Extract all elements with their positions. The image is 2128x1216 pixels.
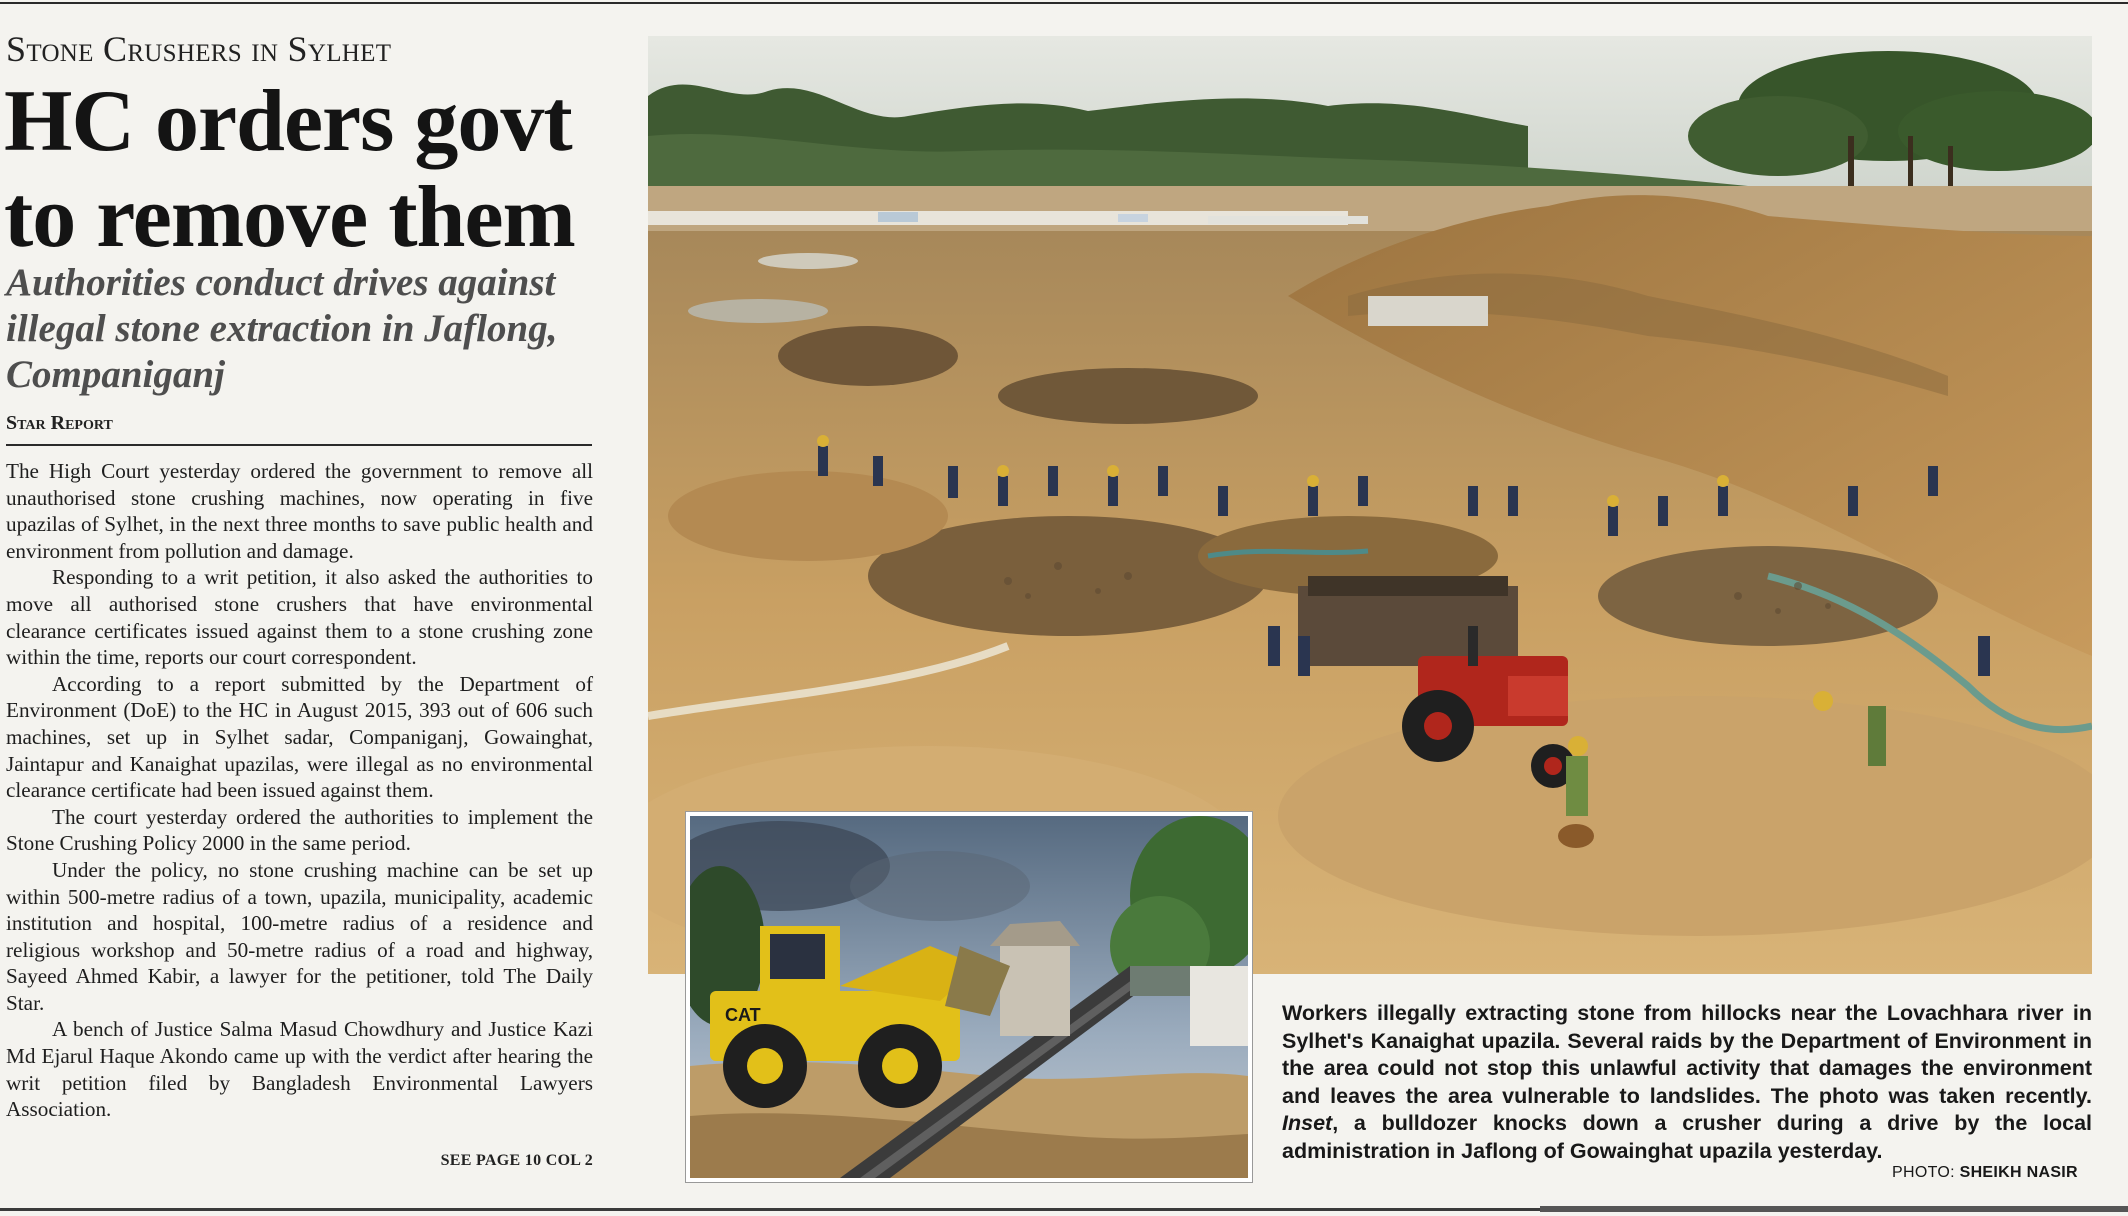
top-rule <box>0 2 2128 4</box>
inset-photo <box>686 812 1252 1182</box>
byline-rule <box>6 444 592 446</box>
photo-credit-label: PHOTO: <box>1892 1164 1955 1181</box>
photo-credit <box>1892 1164 2078 1182</box>
article-paragraph: The High Court yesterday ordered the government to remove all unauthorised stone crushing machines, now operating in five upazilas of Sylhet, in the next three months to save public health and environment from pollution and damage. <box>6 459 593 563</box>
article-paragraph: Responding to a writ petition, it also asked the authorities to move all authorised stone crushers that have environmental clearance certificates issued against them to a stone crushing zone within the time, reports our court correspondent. <box>6 565 593 670</box>
article-paragraph: Under the policy, no stone crushing machine can be set up within 500-metre radius of a town, upazila, municipality, academic institution and hospital, 100-metre radius of a residence and religious workshop and 50-metre radius of a road and highway, Sayeed Ahmed Kabir, a lawyer for the petitioner, told The Daily Star. <box>6 857 593 1015</box>
article-headline: HC orders govt to remove them <box>4 73 575 266</box>
bulldozer-brand: CAT <box>725 1005 761 1025</box>
jump-line: SEE PAGE 10 COL 2 <box>440 1152 593 1169</box>
bulldozer-scene <box>690 816 1248 1178</box>
caption-main: Workers illegally extracting stone from hillocks near the Lovachhara river in Sylhet's Kanaighat upazila. Several raids by the Department of Environment in the area could not stop this unlawful activity that damages the environment and leaves the area vulnerable to landslides. The photo was taken recently. <box>1282 1001 2092 1108</box>
article-paragraph: A bench of Justice Salma Masud Chowdhury and Justice Kazi Md Ejarul Haque Akondo came up with the verdict after hearing the writ petition filed by Bangladesh Environmental Lawyers Association. <box>6 1017 593 1122</box>
bottom-rule-accent <box>1540 1206 2128 1212</box>
article-byline: Star Report <box>6 412 113 434</box>
photo-credit-name: SHEIKH NASIR <box>1959 1164 2078 1181</box>
caption-inset: , a bulldozer knocks down a crusher during a drive by the local administration in Jaflong of Gowainghat upazila yesterday. <box>1282 1111 2092 1163</box>
article-paragraph: The court yesterday ordered the authorities to implement the Stone Crushing Policy 2000 in the same period. <box>6 804 593 856</box>
caption-inset-label: Inset <box>1282 1111 1333 1135</box>
article-paragraph: According to a report submitted by the Department of Environment (DoE) to the HC in August 2015, 393 out of 606 such machines, set up in Sylhet sadar, Companiganj, Gowainghat, Jaintapur and Kanaighat upazilas, were illegal as no environmental clearance certificate had been issued against them. <box>6 671 593 803</box>
article-subhead: Authorities conduct drives against illegal stone extraction in Jaflong, Companiganj <box>6 261 558 396</box>
photo-caption <box>1282 1000 2092 1165</box>
article-kicker: Stone Crushers in Sylhet <box>6 29 392 69</box>
article-body <box>6 458 593 1123</box>
